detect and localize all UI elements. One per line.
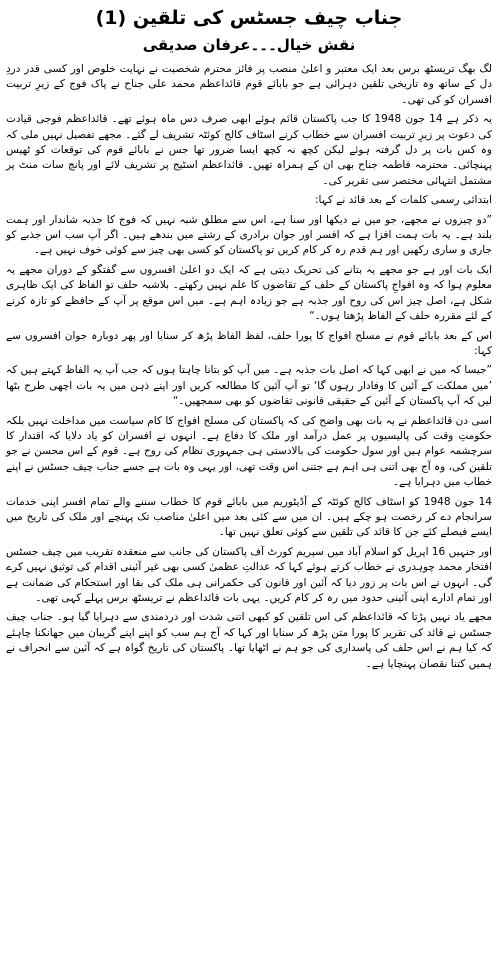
paragraph: لگ بھگ تریسٹھ برس بعد ایک معتبر و اعلیٰ منصب پر فائز محترم شخصیت نے نہایت خلوص اور کسی قدر دردِ دل کے ساتھ وہ تاریخی تلقین دہرائی ہے جو بابائے قوم قائداعظم محمد علی جناح نے پاک فوج کے زیرِ تربیت افسران کو کی تھی۔ — [6, 63, 492, 106]
article-body — [6, 62, 492, 672]
paragraph: ”جیسا کہ میں نے ابھی کہا کہ اصل بات جذبہ ہے۔ میں آپ کو بتانا چاہتا ہوں کہ جب آپ یہ الفاظ کہتے ہیں کہ ’میں مملکت کے آئین کا وفادار رہوں گا‘ تو آپ آئین کا مطالعہ کریں اور اپنے ذہن میں یہ بات اچھی طرح بٹھا لیں کہ آپ پاکستان کے آئین کے حقیقی قانونی تقاضوں کو بھی سمجھیں۔“ — [6, 364, 492, 408]
paragraph: اور جنہیں 16 اپریل کو اسلام آباد میں سپریم کورٹ آف پاکستان کی جانب سے منعقدہ تقریب میں چیف جسٹس افتخار محمد چوہدری نے خطاب کرتے ہوئے کہا کہ عدالتِ عظمیٰ کسی بھی غیر آئینی اقدام کی توثیق نہیں کرے گی۔ انہوں نے اس بات پر زور دیا کہ آئین اور قانون کی حکمرانی ہی ملک کی بقا اور استحکام کی ضمانت ہے اور تمام ادارے اپنی آئینی حدود میں رہ کر کام کریں۔ یہی بات قائداعظم نے تریسٹھ برس پہلے کہی تھی۔ — [6, 545, 492, 604]
paragraph: ابتدائی رسمی کلمات کے بعد قائد نے کہا: — [314, 194, 492, 207]
article-byline: نقش خیال۔۔۔عرفان صدیقی — [142, 36, 356, 54]
paragraph: ایک بات اور ہے جو مجھے یہ بتانے کی تحریک دیتی ہے کہ ایک دو اعلیٰ افسروں سے گفتگو کے دوران مجھے یہ معلوم ہوا کہ وہ افواجِ پاکستان کے حلف کے تقاضوں کا علم نہیں رکھتے۔ بلاشبہ حلف تو الفاظ کی ایک ظاہری شکل ہے، اصل چیز اس کی روح اور جذبہ ہے جو زیادہ اہم ہے۔ میں اس موقع پر آپ کے حافظے کو تازہ کرنے کے لئے مقررہ حلف کے الفاظ پڑھتا ہوں۔“ — [6, 263, 492, 323]
paragraph: یہ ذکر ہے 14 جون 1948 کا جب پاکستان قائم ہوئے ابھی صرف دس ماہ ہوئے تھے۔ قائداعظم فوجی قیادت کی دعوت پر زیرِ تربیت افسران سے خطاب کرنے اسٹاف کالج کوئٹہ تشریف لے گئے۔ مجھے تفصیل نہیں ملی کہ وہ کس بات پر دل گرفتہ ہوئے لیکن کچھ نہ کچھ ایسا ضرور تھا جس نے بابائے قوم کی توقعات کو ٹھیس پہنچائی۔ محترمہ فاطمہ جناح بھی ان کے ہمراہ تھیں۔ قائداعظم اسٹیج پر تشریف لائے اور پانچ سات منٹ پر مشتمل انتہائی مختصر سی تقریر کی۔ — [6, 113, 492, 187]
article-title: جناب چیف جسٹس کی تلقین (1) — [95, 7, 403, 29]
paragraph: اس کے بعد بابائے قوم نے مسلح افواج کا پورا حلف، لفظ الفاظ پڑھ کر سنایا اور پھر دوبارہ جوان افسروں سے کہا: — [6, 329, 492, 357]
paragraph: 14 جون 1948 کو اسٹاف کالج کوئٹہ کے آڈیٹوریم میں بابائے قوم کا خطاب سننے والے تمام افسر اپنی خدمات سرانجام دے کر رخصت ہو چکے ہیں۔ ان میں سے کئی بعد میں اعلیٰ مناصب تک پہنچے اور ملک کی تاریخ میں ایسے فیصلے کئے جن کا قائد کی تلقین سے کوئی تعلق نہیں تھا۔ — [6, 495, 492, 539]
paragraph: ”دو چیزوں نے مجھے، جو میں نے دیکھا اور سنا ہے، اس سے مطلق شبہ نہیں کہ فوج کا جذبہ شاندار اور ہمت بلند ہے۔ یہ بات ہمت افزا ہے کہ افسر اور جوان برادری کے رشتے میں بندھے ہیں۔ اگر آپ سب اس جذبے کو جاری و ساری رکھیں اور ہم قدم رہ کر کام کریں تو پاکستان کو کسی بھی چیز سے کوئی خوف نہیں ہے۔ — [6, 213, 492, 257]
paragraph: مجھے یاد نہیں پڑتا کہ قائداعظم کی اس تلقین کو کبھی اتنی شدت اور دردمندی سے دہرایا گیا ہو۔ جناب چیف جسٹس نے قائد کی تقریر کا پورا متن پڑھ کر سنایا اور کہا کہ آج ہم سب کو اپنے اپنے گریبان میں جھانکنا چاہئے کہ کیا ہم نے اس حلف کی پاسداری کی جو ہم نے اٹھایا تھا۔ پاکستان کی تاریخ گواہ ہے کہ آئین سے انحراف نے ہمیں کتنا نقصان پہنچایا ہے۔ — [6, 611, 492, 670]
paragraph: اسی دن قائداعظم نے یہ بات بھی واضح کی کہ پاکستان کی مسلح افواج کا کام سیاست میں مداخلت نہیں بلکہ حکومتِ وقت کی پالیسیوں پر عمل درآمد اور ملک کا دفاع ہے۔ انہوں نے افسران کو یاد دلایا کہ اقتدار کا سرچشمہ عوام ہیں اور سول حکومت کی بالادستی ہی جمہوری نظام کی روح ہے۔ قوم کے اس محسن نے جو تلقین کی، وہ آج بھی اتنی ہی اہم ہے جتنی اس وقت تھی، اور یہی وہ بات ہے جسے جناب چیف جسٹس نے اپنے خطاب میں دہرایا ہے۔ — [6, 414, 492, 489]
